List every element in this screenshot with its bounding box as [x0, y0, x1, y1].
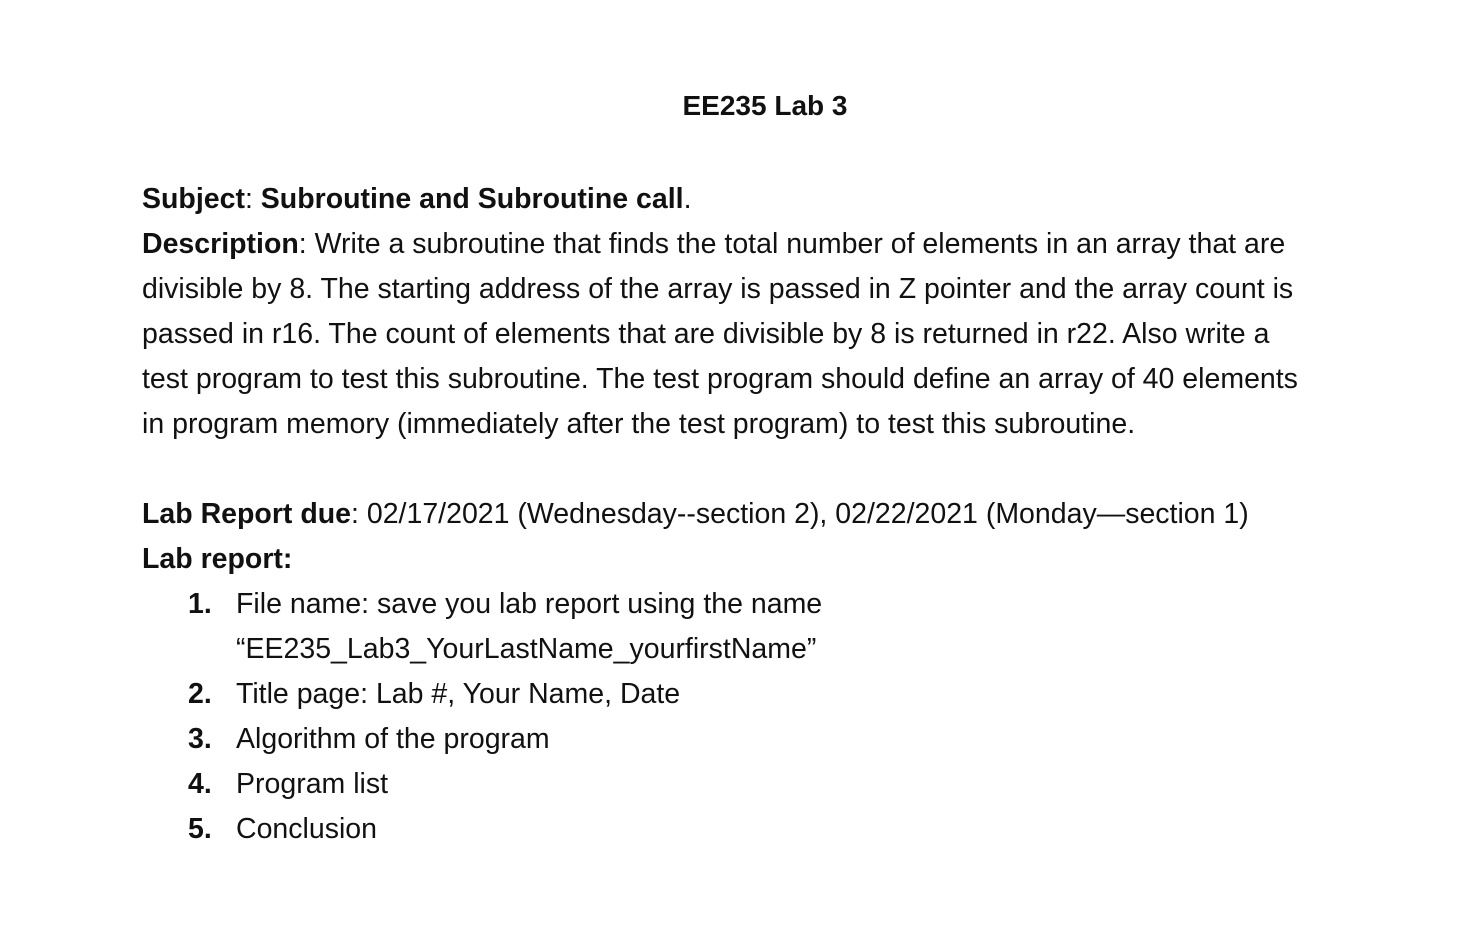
- list-item-line: “EE235_Lab3_YourLastName_yourfirstName”: [236, 633, 817, 665]
- list-item-number: 4.: [188, 768, 212, 800]
- list-item-number: 1.: [188, 588, 212, 620]
- subject-separator: :: [244, 183, 253, 215]
- subject-end: .: [683, 183, 692, 215]
- report-heading: Lab report:: [142, 543, 293, 575]
- due-line: [142, 492, 1402, 537]
- list-item-text: [236, 717, 1402, 762]
- description-line-1: [142, 222, 1402, 267]
- list-item-text: [236, 807, 1402, 852]
- description-line-3: passed in r16. The count of elements that are divisible by 8 is returned in r22. Also write a: [142, 318, 1270, 350]
- report-list: [142, 582, 1402, 852]
- list-item-text: [236, 762, 1402, 807]
- list-item-text: [236, 582, 1402, 672]
- subject-line: [142, 177, 1402, 222]
- description-line-4: test program to test this subroutine. The test program should define an array of 40 elements: [142, 363, 1298, 395]
- list-item: [142, 807, 1402, 852]
- description-separator: :: [298, 228, 307, 260]
- list-item: [142, 717, 1402, 762]
- list-item-line: Title page: Lab #, Your Name, Date: [236, 678, 681, 710]
- list-item: [142, 762, 1402, 807]
- description-line-2: divisible by 8. The starting address of the array is passed in Z pointer and the array count is: [142, 273, 1294, 305]
- list-item: [142, 582, 1402, 672]
- document-body: [142, 177, 1402, 852]
- list-item-line: File name: save you lab report using the name: [236, 588, 823, 620]
- list-item-line: Program list: [236, 768, 389, 800]
- description-line-5: in program memory (immediately after the test program) to test this subroutine.: [142, 408, 1136, 440]
- list-item-line: Algorithm of the program: [236, 723, 550, 755]
- list-item-number: 2.: [188, 678, 212, 710]
- list-item-text: [236, 672, 1402, 717]
- document-title: EE235 Lab 3: [682, 90, 848, 121]
- subject-value: Subroutine and Subroutine call: [260, 183, 684, 215]
- due-label: Lab Report due: [142, 498, 352, 530]
- subject-label: Subject: [142, 183, 245, 215]
- paragraph-spacer: [142, 447, 1402, 492]
- list-item: [142, 672, 1402, 717]
- description-text: Write a subroutine that finds the total number of elements in an array that are: [306, 228, 1286, 260]
- description-label: Description: [142, 228, 299, 260]
- list-item-number: 3.: [188, 723, 212, 755]
- due-separator: :: [351, 498, 359, 530]
- due-value: 02/17/2021 (Wednesday--section 2), 02/22/2021 (Monday—section 1): [358, 498, 1249, 530]
- list-item-line: Conclusion: [236, 813, 377, 845]
- list-item-number: 5.: [188, 813, 212, 845]
